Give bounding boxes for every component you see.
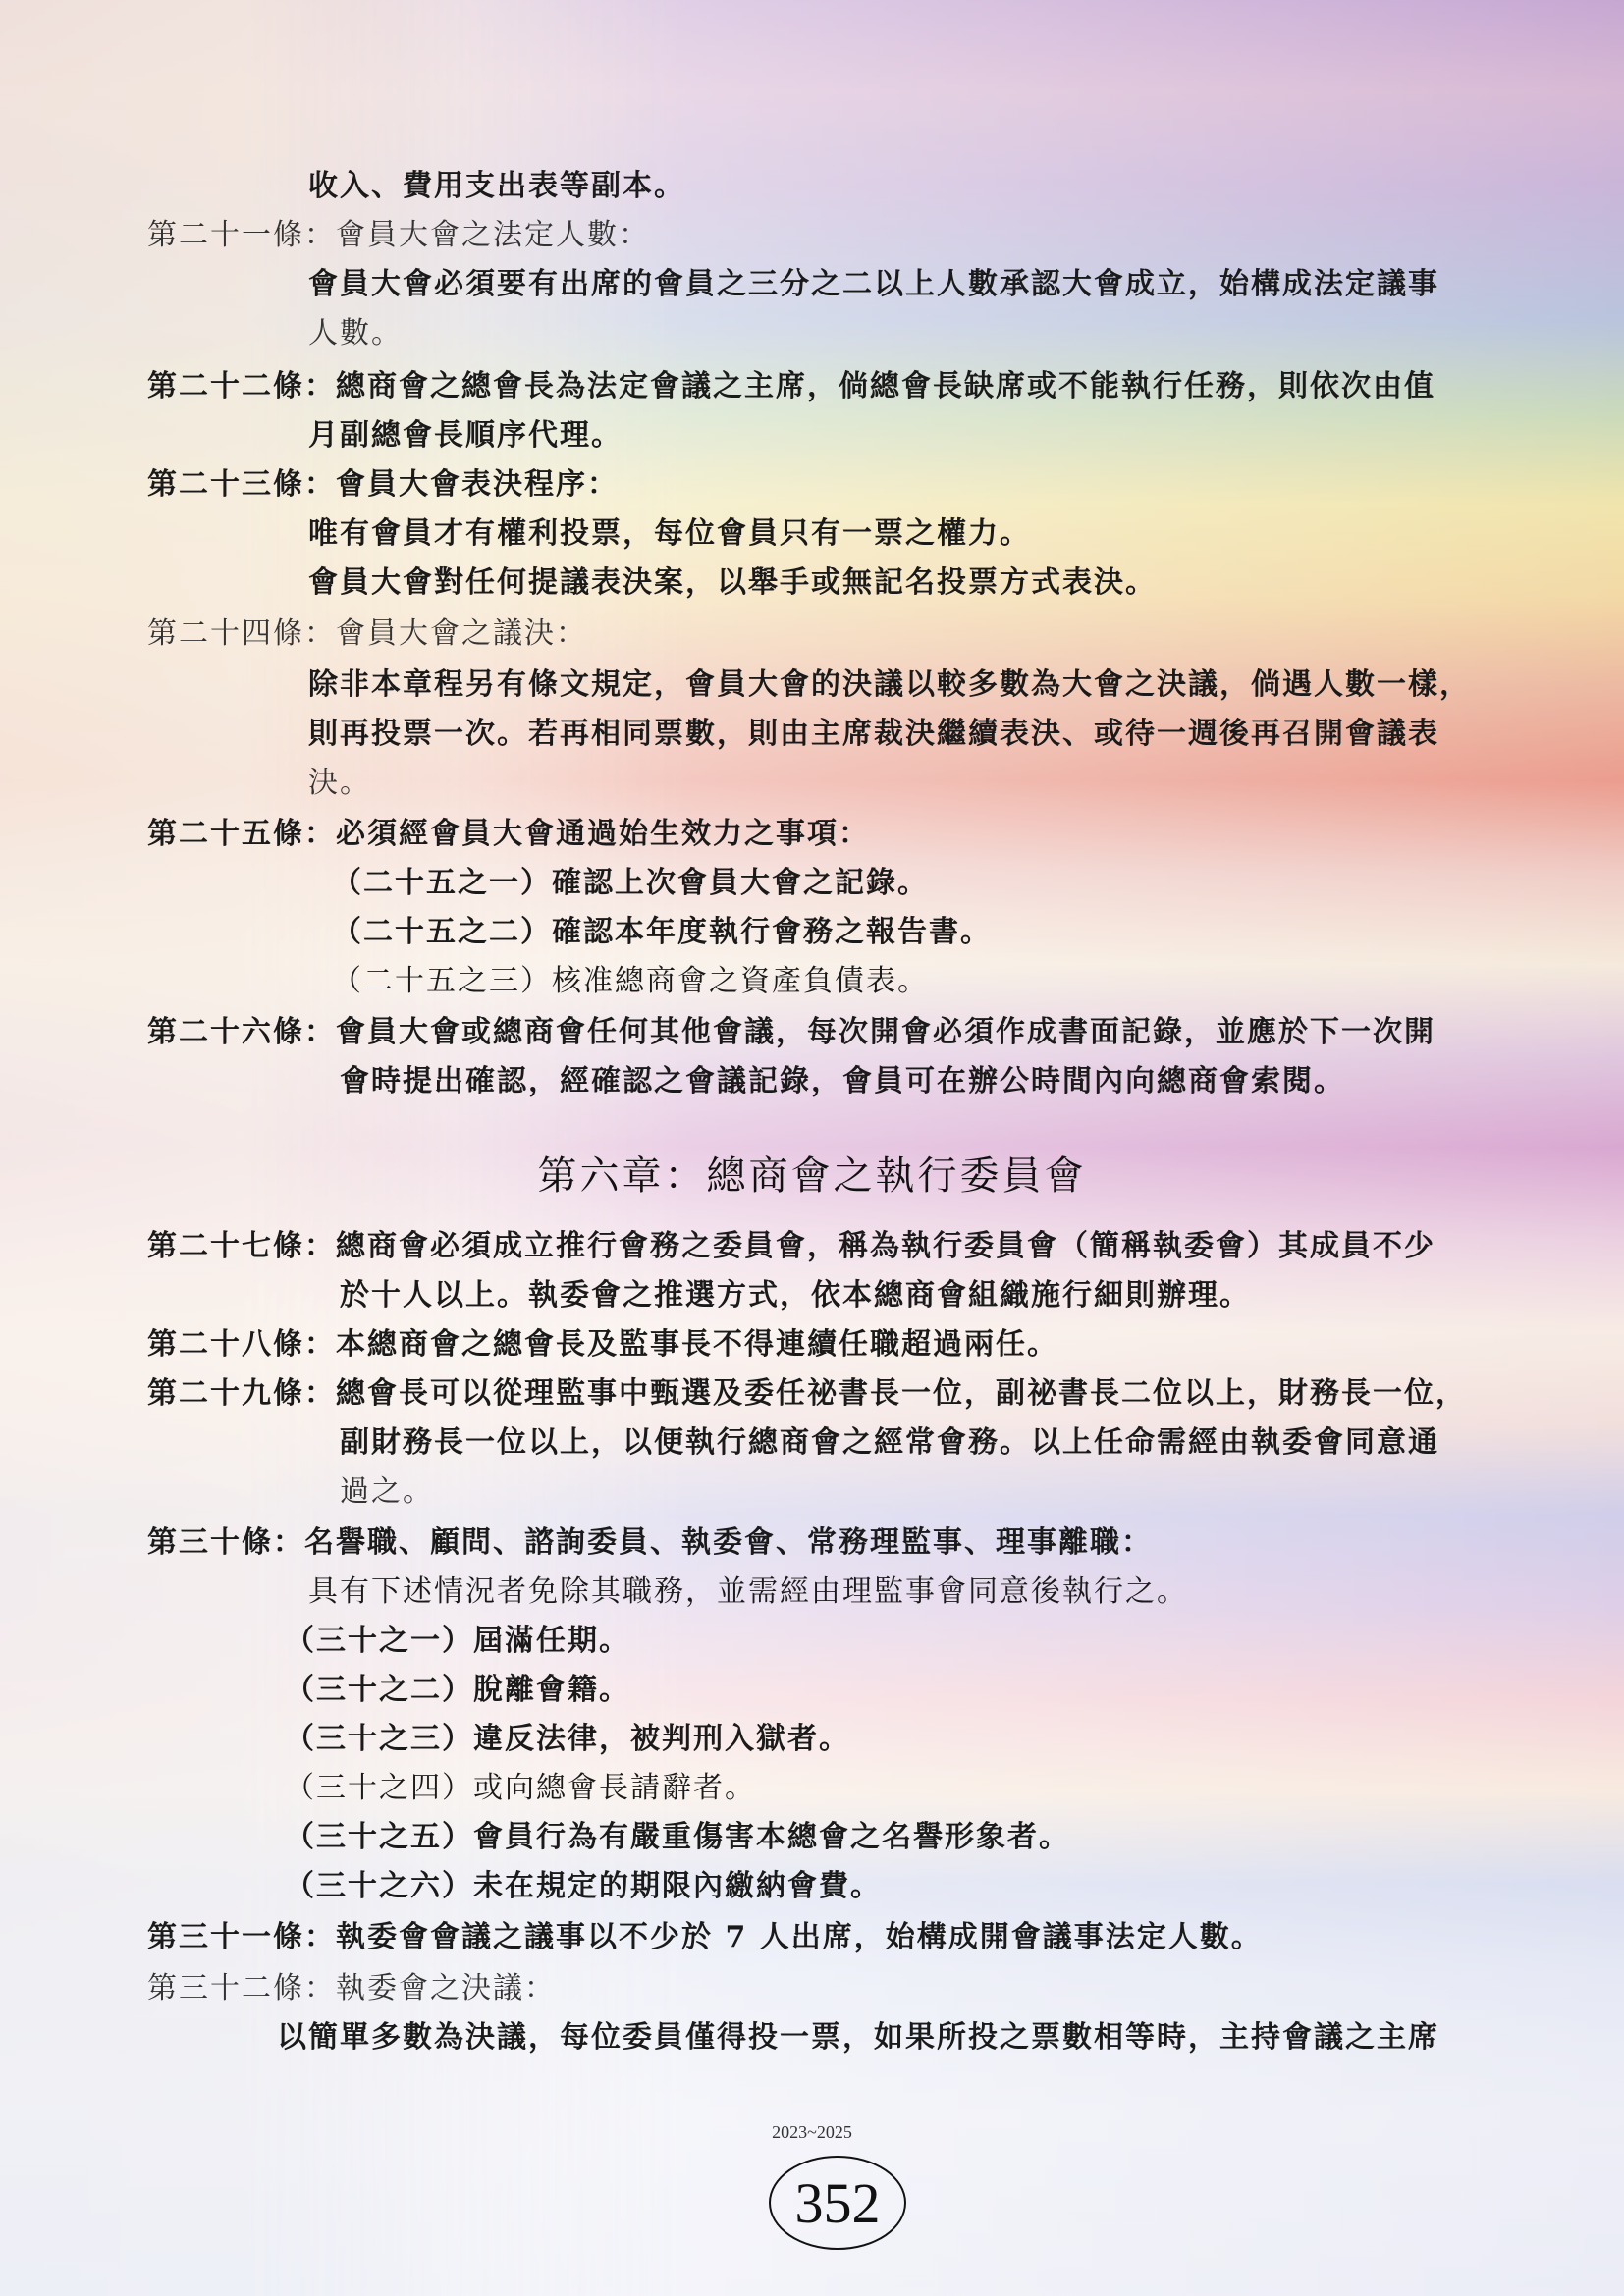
list-item: （三十之二）脫離會籍。 [285, 1673, 630, 1707]
list-item: （三十之四）或向總會長請辭者。 [285, 1771, 756, 1805]
article-heading: 第三十條：名譽職、顧問、諮詢委員、執委會、常務理監事、理事離職： [147, 1525, 1153, 1560]
text-line: 以簡單多數為決議，每位委員僅得投一票，如果所投之票數相等時，主持會議之主席 [277, 2020, 1439, 2055]
text-line: 唯有會員才有權利投票，每位會員只有一票之權力。 [308, 516, 1031, 551]
text-line: 則再投票一次。若再相同票數，則由主席裁決繼續表決、或待一週後再召開會議表 [308, 717, 1439, 751]
text-line: 副財務長一位以上，以便執行總商會之經常會務。以上任命需經由執委會同意通 [340, 1425, 1439, 1460]
article-heading: 第二十四條：會員大會之議決： [147, 616, 587, 651]
text-line: 會員大會必須要有出席的會員之三分之二以上人數承認大會成立，始構成法定議事 [308, 267, 1439, 301]
chapter-title: 第六章：總商會之執行委員會 [537, 1153, 1087, 1198]
list-item: （三十之六）未在規定的期限內繳納會費。 [285, 1869, 882, 1903]
list-item: （三十之三）違反法律，被判刑入獄者。 [285, 1722, 850, 1756]
text-line: 於十人以上。執委會之推選方式，依本總商會組織施行細則辦理。 [340, 1278, 1251, 1312]
list-item: （三十之一）屆滿任期。 [285, 1624, 630, 1658]
list-item: （三十之五）會員行為有嚴重傷害本總會之名譽形象者。 [285, 1820, 1070, 1854]
article-heading: 第二十七條：總商會必須成立推行會務之委員會，稱為執行委員會（簡稱執委會）其成員不少 [147, 1229, 1435, 1263]
article-heading: 第三十一條：執委會會議之議事以不少於 7 人出席，始構成開會議事法定人數。 [147, 1920, 1263, 1954]
text-line: 過之。 [340, 1474, 434, 1509]
footer-year-range: 2023~2025 [772, 2122, 852, 2142]
text-line: 人數。 [308, 316, 403, 350]
list-item: （二十五之三）核准總商會之資產負債表。 [332, 964, 929, 998]
list-item: （二十五之二）確認本年度執行會務之報告書。 [332, 915, 992, 949]
text-line: 具有下述情況者免除其職務，並需經由理監事會同意後執行之。 [308, 1575, 1188, 1609]
article-heading: 第二十一條：會員大會之法定人數： [147, 218, 650, 252]
list-item: （二十五之一）確認上次會員大會之記錄。 [332, 866, 929, 900]
article-heading: 第三十二條：執委會之決議： [147, 1971, 556, 2005]
article-heading: 第二十九條：總會長可以從理監事中甄選及委任祕書長一位，副祕書長二位以上，財務長一位， [147, 1376, 1467, 1411]
article-heading: 第二十八條：本總商會之總會長及監事長不得連續任職超過兩任。 [147, 1327, 1058, 1362]
text-line: 決。 [308, 766, 371, 800]
article-heading: 第二十五條：必須經會員大會通過始生效力之事項： [147, 817, 870, 851]
text-line: 收入、費用支出表等副本。 [308, 169, 685, 203]
text-line: 會時提出確認，經確認之會議記錄，會員可在辦公時間內向總商會索閱。 [340, 1064, 1345, 1098]
page-number: 352 [769, 2156, 906, 2250]
text-line: 會員大會對任何提議表決案，以舉手或無記名投票方式表決。 [308, 565, 1157, 600]
article-heading: 第二十二條：總商會之總會長為法定會議之主席，倘總會長缺席或不能執行任務，則依次由值 [147, 369, 1435, 403]
text-line: 月副總會長順序代理。 [308, 418, 623, 453]
article-heading: 第二十三條：會員大會表決程序： [147, 467, 619, 502]
text-line: 除非本章程另有條文規定，會員大會的決議以較多數為大會之決議，倘遇人數一樣， [308, 667, 1471, 702]
article-heading: 第二十六條：會員大會或總商會任何其他會議，每次開會必須作成書面記錄，並應於下一次開 [147, 1015, 1435, 1049]
